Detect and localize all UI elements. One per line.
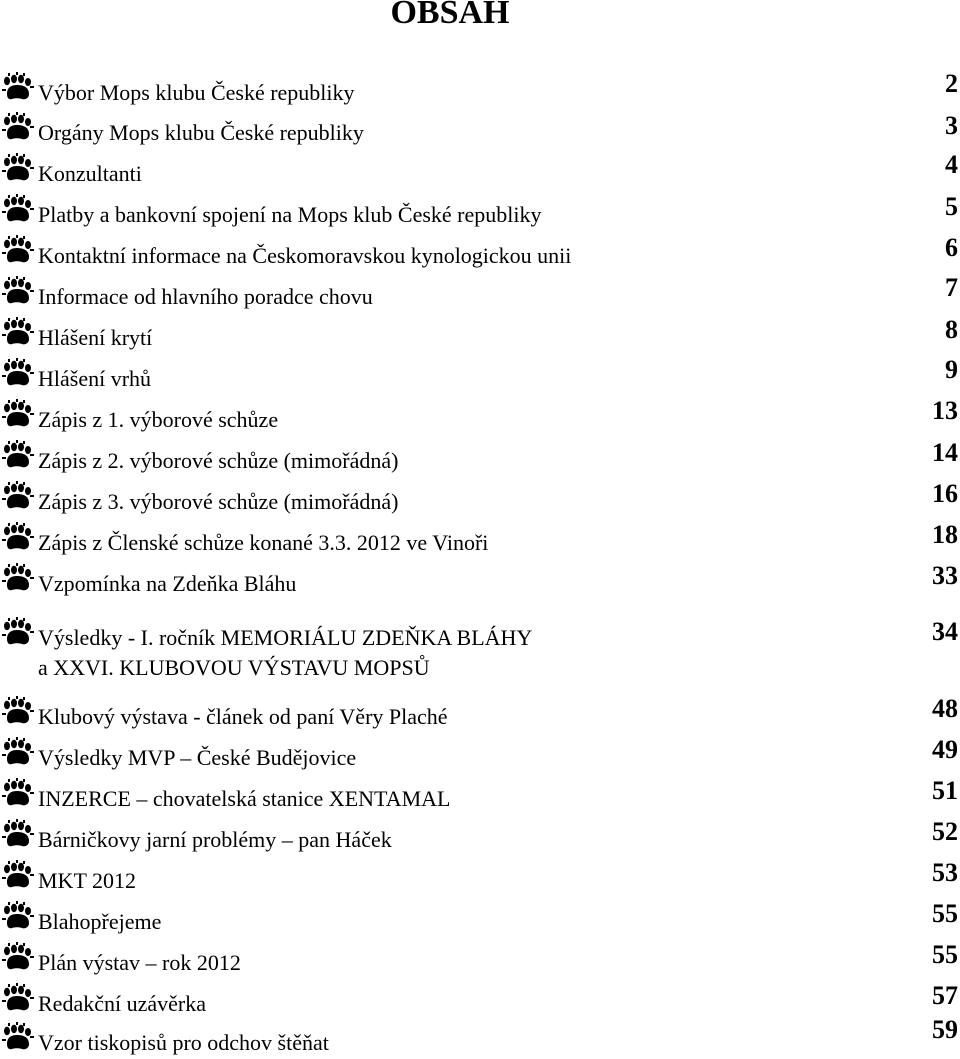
toc-entry-page: 13	[932, 396, 958, 425]
paw-icon	[2, 276, 36, 310]
toc-entry-title: Zápis z Členské schůze konané 3.3. 2012 ve Vinoři	[38, 530, 489, 555]
paw-icon	[2, 153, 36, 187]
toc-entry-page: 51	[932, 776, 958, 805]
paw-icon	[2, 194, 36, 228]
toc-entry-title: Výsledky - I. ročník MEMORIÁLU ZDEŇKA BLÁHY	[38, 625, 533, 650]
paw-icon	[2, 1022, 36, 1056]
paw-icon	[2, 563, 36, 597]
toc-entry-page: 49	[932, 735, 958, 764]
paw-icon	[2, 819, 36, 853]
toc-entry-title: Plán výstav – rok 2012	[38, 950, 241, 975]
paw-icon	[2, 358, 36, 392]
toc-entry-title: Zápis z 3. výborové schůze (mimořádná)	[38, 489, 399, 514]
toc-entry-title: Zápis z 2. výborové schůze (mimořádná)	[38, 448, 399, 473]
paw-icon	[2, 983, 36, 1017]
toc-entry-title: Vzor tiskopisů pro odchov štěňat	[38, 1030, 329, 1055]
toc-entry-page: 53	[932, 858, 958, 887]
toc-entry-page: 55	[932, 899, 958, 928]
paw-icon	[2, 72, 36, 106]
toc-entry-title: Zápis z 1. výborové schůze	[38, 407, 279, 432]
toc-entry-title: INZERCE – chovatelská stanice XENTAMAL	[38, 786, 451, 811]
toc-entry-title: Platby a bankovní spojení na Mops klub České republiky	[38, 202, 542, 227]
toc-entry-page: 52	[932, 817, 958, 846]
toc-entry-title: Konzultanti	[38, 161, 142, 186]
toc-entry-title: Klubový výstava - článek od paní Věry Plaché	[38, 704, 448, 729]
toc-entry-title: Kontaktní informace na Českomoravskou kynologickou unii	[38, 243, 572, 268]
toc-entry-title: Bárničkovy jarní problémy – pan Háček	[38, 827, 392, 852]
paw-icon	[2, 112, 36, 146]
paw-icon	[2, 901, 36, 935]
toc-entry-page: 57	[932, 981, 958, 1010]
paw-icon	[2, 617, 36, 651]
toc-entry-page: 2	[945, 69, 958, 98]
paw-icon	[2, 481, 36, 515]
toc-entry-page: 8	[945, 315, 958, 344]
toc-entry-title-continued: a XXVI. KLUBOVOU VÝSTAVU MOPSŮ	[38, 655, 430, 680]
toc-entry-page: 34	[932, 617, 958, 646]
paw-icon	[2, 399, 36, 433]
toc-entry-page: 48	[932, 694, 958, 723]
toc-entry-title: Hlášení vrhů	[38, 366, 152, 391]
toc-entry-page: 5	[945, 192, 958, 221]
toc-entry-page: 59	[932, 1015, 958, 1044]
paw-icon	[2, 696, 36, 730]
toc-entry-page: 33	[932, 561, 958, 590]
toc-entry-title: Vzpomínka na Zdeňka Bláhu	[38, 571, 297, 596]
paw-icon	[2, 440, 36, 474]
toc-entry-page: 6	[945, 233, 958, 262]
toc-entry-title: MKT 2012	[38, 868, 136, 893]
toc-entry-title: Informace od hlavního poradce chovu	[38, 284, 373, 309]
toc-entry-page: 4	[945, 150, 958, 179]
toc-entry-page: 16	[932, 479, 958, 508]
toc-entry-page: 7	[945, 273, 958, 302]
toc-entry-title: Výbor Mops klubu České republiky	[38, 80, 355, 105]
toc-entry-page: 3	[945, 111, 958, 140]
toc-entry-title: Redakční uzávěrka	[38, 991, 206, 1016]
paw-icon	[2, 778, 36, 812]
paw-icon	[2, 942, 36, 976]
paw-icon	[2, 522, 36, 556]
toc-entry-page: 18	[932, 520, 958, 549]
toc-entry-title: Blahopřejeme	[38, 909, 162, 934]
page-title: OBSAH	[390, 0, 510, 31]
paw-icon	[2, 235, 36, 269]
paw-icon	[2, 317, 36, 351]
toc-entry-page: 14	[932, 438, 958, 467]
toc-entry-title: Hlášení krytí	[38, 325, 153, 350]
toc-entry-page: 55	[932, 940, 958, 969]
toc-entry-page: 9	[945, 355, 958, 384]
toc-entry-title: Orgány Mops klubu České republiky	[38, 120, 364, 145]
paw-icon	[2, 737, 36, 771]
toc-entry-title: Výsledky MVP – České Budějovice	[38, 745, 357, 770]
paw-icon	[2, 860, 36, 894]
